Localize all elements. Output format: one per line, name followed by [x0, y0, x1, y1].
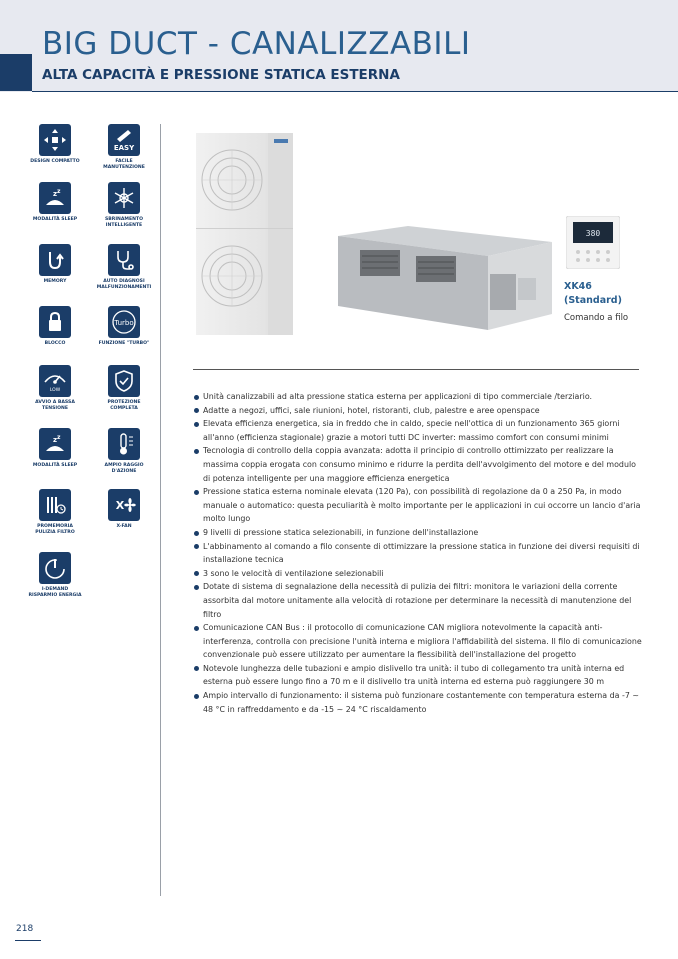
- protection-icon: [108, 365, 140, 397]
- feature-turbo: Turbo FUNZIONE "TURBO": [96, 306, 152, 347]
- energy-saving-icon: [39, 552, 71, 584]
- list-item: Comunicazione CAN Bus : il protocollo di comunicazione CAN migliora notevolmente la capacità anti-interferenza, controlla con precisione l'unità interna e migliora l'affidabilità del sistema. Il filo di comunicazione convenzionale può essere utilizzato per aumentare la flessibilità dell'installazione del progetto: [193, 621, 643, 662]
- temperature-range-icon: [108, 428, 140, 460]
- wired-controller-image: [566, 216, 620, 269]
- list-item: Unità canalizzabili ad alta pressione statica esterna per applicazioni di tipo commerciale /terziario.: [193, 390, 643, 404]
- list-item: 9 livelli di pressione statica selezionabili, in funzione dell'installazione: [193, 526, 643, 540]
- svg-text:380: 380: [585, 229, 601, 238]
- outdoor-unit-image: [196, 133, 293, 335]
- auto-diagnosis-icon: [108, 244, 140, 276]
- feature-sleep-mode-1: z z MODALITÀ SLEEP: [27, 182, 83, 223]
- header-accent-block: [0, 54, 32, 91]
- feature-full-protection: PROTEZIONE COMPLETA: [96, 365, 152, 412]
- model-variant: (Standard): [564, 295, 622, 306]
- lock-icon: [39, 306, 71, 338]
- turbo-icon: [108, 306, 140, 338]
- easy-badge-text: EASY: [113, 144, 135, 152]
- feature-auto-diagnosis: AUTO DIAGNOSI MALFUNZIONAMENTI: [96, 244, 152, 291]
- model-description: Comando a filo: [564, 313, 629, 323]
- feature-memory: MEMORY: [27, 244, 83, 285]
- section-separator: [193, 369, 639, 370]
- feature-easy-maintenance: EASY FACILE MANUTENZIONE: [96, 124, 152, 171]
- list-item: Dotate di sistema di segnalazione della necessità di pulizia dei filtri: monitora le variazioni della corrente assorbita dal motore unitamente alla velocità di rotazione per determinare la necessità di manutenzione del filtro: [193, 580, 643, 621]
- feature-lock: BLOCCO: [27, 306, 83, 347]
- feature-x-fan: X X-FAN: [96, 489, 152, 530]
- feature-compact-design: DESIGN COMPATTO: [27, 124, 83, 165]
- filter-reminder-icon: [39, 489, 71, 521]
- model-name: [564, 280, 622, 308]
- x-fan-icon: [108, 489, 140, 521]
- brand-logo: [274, 139, 288, 143]
- turbo-badge-text: Turbo: [114, 319, 134, 327]
- feature-i-demand: I-DEMAND RISPARMIO ENERGIA: [27, 552, 83, 599]
- page-number: 218: [16, 924, 34, 934]
- svg-text:z: z: [53, 436, 58, 444]
- feature-sleep-mode-2: z z MODALITÀ SLEEP: [27, 428, 83, 469]
- feature-filter-reminder: PROMEMORIA PULIZIA FILTRO: [27, 489, 83, 536]
- easy-maintenance-icon: [108, 124, 140, 156]
- svg-text:z: z: [57, 434, 61, 441]
- list-item: Notevole lunghezza delle tubazioni e ampio dislivello tra unità: il tubo di collegamento tra unità interna ed esterna può essere lungo fino a 70 m e il dislivello tra unità interna ed esterna può raggiungere 30 m: [193, 662, 643, 689]
- list-item: Adatte a negozi, uffici, sale riunioni, hotel, ristoranti, club, palestre e aree openspace: [193, 404, 643, 418]
- svg-text:z: z: [57, 188, 61, 195]
- list-item: Ampio intervallo di funzionamento: il sistema può funzionare costantemente con temperatura esterna da -7 ~ 48 °C in raffreddamento e da -15 ~ 24 °C riscaldamento: [193, 689, 643, 716]
- indoor-duct-unit-image: [338, 226, 552, 330]
- model-code: XK46: [564, 281, 592, 292]
- list-item: 3 sono le velocità di ventilazione selezionabili: [193, 567, 643, 581]
- column-divider: [160, 124, 161, 896]
- list-item: Elevata efficienza energetica, sia in freddo che in caldo, specie nell'ottica di un funzionamento 365 giorni all'anno (efficienza stagionale) grazie a motori tutti DC inverter: massimo comfort con consumi minimi: [193, 417, 643, 444]
- feature-smart-defrost: SBRINAMENTO INTELLIGENTE: [96, 182, 152, 229]
- compact-design-icon: [39, 124, 71, 156]
- svg-text:z: z: [53, 190, 58, 198]
- low-voltage-icon: [39, 365, 71, 397]
- list-item: L'abbinamento al comando a filo consente di ottimizzare la pressione statica in funzione dei diversi requisiti di installazione tecnica: [193, 540, 643, 567]
- list-item: Tecnologia di controllo della coppia avanzata: adotta il principio di controllo ottimizzato per realizzare la massima coppia erogata con consumo minimo e ridurre la perdita dell'avvolgimento del motore e del modulo di potenza intelligente per una maggiore efficienza energetica: [193, 444, 643, 485]
- list-item: Pressione statica esterna nominale elevata (120 Pa), con possibilità di regolazione da 0 a 250 Pa, in modo manuale o automatico: questa peculiarità è molto importante per le applicazioni in cui occorre un lancio d'aria molto lungo: [193, 485, 643, 526]
- memory-icon: [39, 244, 71, 276]
- sleep-mode-icon: [39, 428, 71, 460]
- svg-text:X: X: [115, 499, 125, 512]
- page-title: BIG DUCT - CANALIZZABILI: [42, 26, 471, 62]
- svg-text:LOW: LOW: [49, 388, 61, 393]
- defrost-icon: [108, 182, 140, 214]
- feature-low-voltage-start: LOW AVVIO A BASSA TENSIONE: [27, 365, 83, 412]
- feature-bullet-list: [193, 390, 643, 716]
- page-subtitle: ALTA CAPACITÀ E PRESSIONE STATICA ESTERNA: [42, 67, 400, 83]
- sleep-mode-icon: [39, 182, 71, 214]
- feature-wide-range: AMPIO RAGGIO D'AZIONE: [96, 428, 152, 475]
- header-rule: [32, 91, 678, 92]
- page-number-rule: [15, 940, 41, 941]
